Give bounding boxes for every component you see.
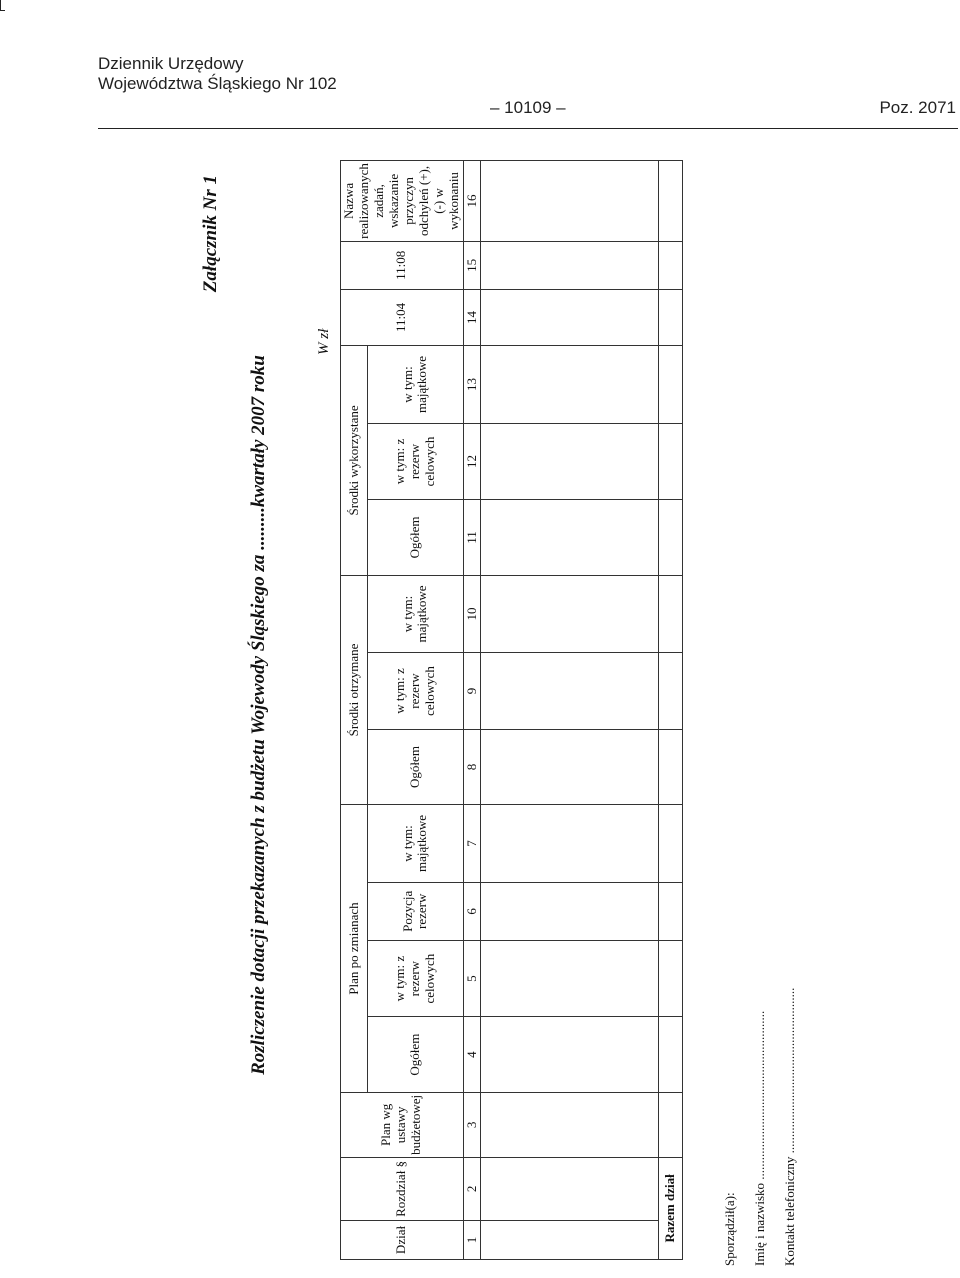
col-11-08-header: 11:08 <box>341 241 464 289</box>
column-number: 2 <box>463 1157 481 1220</box>
group-srodki-otrzymane: Środki otrzymane <box>341 575 368 805</box>
data-cell <box>481 940 659 1017</box>
column-number: 9 <box>463 653 481 730</box>
position-number: Poz. 2071 <box>879 98 956 117</box>
total-cell <box>659 575 683 653</box>
column-number: 1 <box>463 1220 481 1259</box>
col-plan-rezerw-celowych: w tym: z rezerw celowych <box>368 940 463 1017</box>
column-number: 12 <box>463 423 481 500</box>
column-number: 10 <box>463 575 481 653</box>
col-otrzymane-ogolem: Ogółem <box>368 729 463 804</box>
total-cell <box>659 289 683 345</box>
col-otrzymane-majatkowe: w tym: majątkowe <box>368 575 463 653</box>
contact-label: Kontakt telefoniczny <box>782 1156 797 1266</box>
col-plan-majatkowe: w tym: majątkowe <box>368 805 463 883</box>
group-srodki-wykorzystane: Środki wykorzystane <box>341 346 368 576</box>
contact-field <box>782 988 798 1266</box>
column-number-row <box>463 161 481 1260</box>
corner-crop-mark <box>0 0 5 11</box>
total-cell <box>659 882 683 940</box>
data-cell <box>481 423 659 500</box>
total-cell <box>659 940 683 1017</box>
journal-title: Dziennik Urzędowy <box>98 54 244 73</box>
data-cell <box>481 1220 659 1259</box>
total-cell <box>659 423 683 500</box>
name-dotted-line: .................................................... <box>752 1010 767 1180</box>
col-wykorzystane-majatkowe: w tym: majątkowe <box>368 346 463 424</box>
total-cell <box>659 1017 683 1092</box>
column-number: 4 <box>463 1017 481 1092</box>
total-cell <box>659 805 683 883</box>
name-label: Imię i nazwisko <box>752 1182 767 1266</box>
razem-dzial-label: Razem dział <box>659 1157 683 1259</box>
col-dzial-header: Dział <box>341 1220 464 1259</box>
total-cell <box>659 653 683 730</box>
contact-dotted-line: ................................................... <box>782 987 797 1154</box>
column-number: 5 <box>463 940 481 1017</box>
column-number: 11 <box>463 500 481 575</box>
col-rozdzial-header: Rozdział § <box>341 1157 464 1220</box>
column-number: 6 <box>463 882 481 940</box>
header-rule <box>98 128 958 129</box>
data-cell <box>481 805 659 883</box>
data-cell <box>481 882 659 940</box>
journal-issue: Województwa Śląskiego Nr 102 <box>98 74 337 93</box>
total-cell <box>659 729 683 804</box>
col-wykorzystane-rezerw-celowych: w tym: z rezerw celowych <box>368 423 463 500</box>
column-number: 15 <box>463 241 481 289</box>
column-number: 13 <box>463 346 481 424</box>
rotated-form <box>180 160 797 1270</box>
data-cell <box>481 1092 659 1157</box>
col-11-04-header: 11:04 <box>341 289 464 345</box>
column-number: 3 <box>463 1092 481 1157</box>
form-title: Rozliczenie dotacji przekazanych z budżetu Wojewody Śląskiego za .........kwartały 2007 roku <box>248 355 269 1075</box>
data-cell <box>481 346 659 424</box>
col-wykorzystane-ogolem: Ogółem <box>368 500 463 575</box>
col-nazwa-header: Nazwa realizowanych zadań, wskazanie przyczyn odchyleń (+), (-) w wykonaniu <box>341 161 464 242</box>
annex-label: Załącznik Nr 1 <box>200 175 221 293</box>
total-cell <box>659 161 683 242</box>
data-cell <box>481 729 659 804</box>
col-plan-ogolem: Ogółem <box>368 1017 463 1092</box>
prepared-by-label: Sporządził(a): <box>722 1192 737 1266</box>
settlement-table <box>340 160 683 1260</box>
total-cell <box>659 241 683 289</box>
data-row <box>481 161 659 1260</box>
col-otrzymane-rezerw-celowych: w tym: z rezerw celowych <box>368 653 463 730</box>
total-cell <box>659 1092 683 1157</box>
data-cell <box>481 1017 659 1092</box>
data-cell <box>481 1157 659 1220</box>
data-cell <box>481 241 659 289</box>
name-field <box>752 1011 768 1266</box>
data-cell <box>481 161 659 242</box>
total-cell <box>659 500 683 575</box>
unit-label: W zł <box>316 328 332 355</box>
total-row <box>659 161 683 1260</box>
total-cell <box>659 346 683 424</box>
data-cell <box>481 575 659 653</box>
page-number: – 10109 – <box>490 98 566 117</box>
group-plan-po-zmianach: Plan po zmianach <box>341 805 368 1093</box>
col-plan-ustawy-header: Plan wg ustawy budżetowej <box>341 1092 464 1157</box>
col-plan-pozycja-rezerw: Pozycja rezerw <box>368 882 463 940</box>
data-cell <box>481 500 659 575</box>
column-number: 8 <box>463 729 481 804</box>
column-number: 7 <box>463 805 481 883</box>
data-cell <box>481 653 659 730</box>
page-header <box>98 54 958 134</box>
column-number: 14 <box>463 289 481 345</box>
column-number: 16 <box>463 161 481 242</box>
data-cell <box>481 289 659 345</box>
